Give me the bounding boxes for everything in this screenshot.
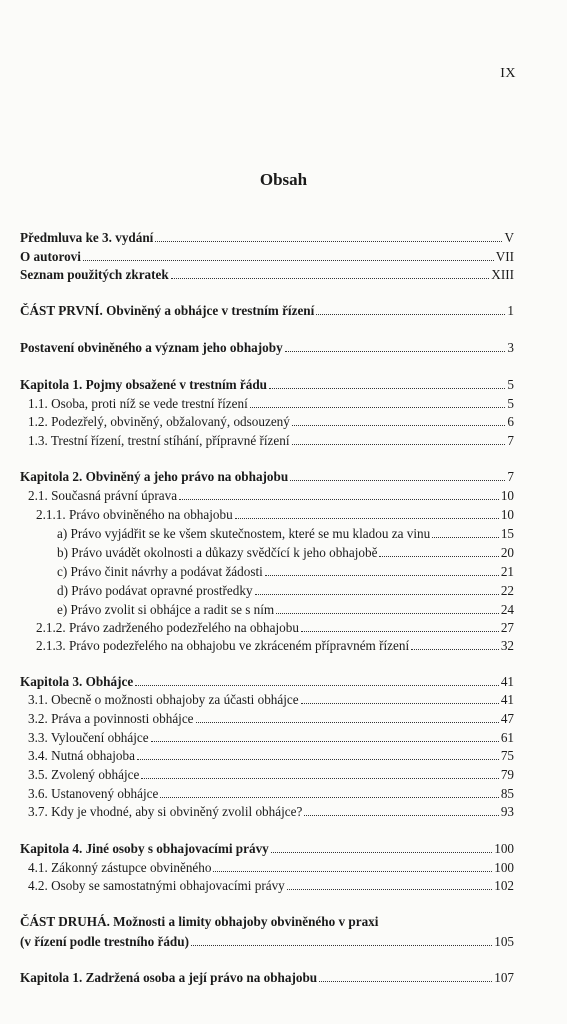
toc-entry <box>28 711 514 727</box>
toc-entry <box>28 860 514 876</box>
toc-entry <box>20 377 514 393</box>
toc-entry-page: 41 <box>500 674 514 689</box>
dot-leader <box>83 260 494 261</box>
toc-entry-title: Kapitola 4. Jiné osoby s obhajovacími právy <box>20 841 269 856</box>
toc-entry-page: 5 <box>507 377 514 392</box>
toc-entry <box>36 620 514 636</box>
toc-entry-page: 75 <box>500 748 514 763</box>
toc-entry-title: e) Právo zvolit si obhájce a radit se s ním <box>57 602 275 617</box>
toc-entry-title: Postavení obviněného a význam jeho obhajoby <box>20 340 283 355</box>
dot-leader <box>160 797 498 798</box>
toc-entry <box>57 545 514 561</box>
dot-leader <box>141 778 498 779</box>
toc-entry-title: 3.5. Zvolený obhájce <box>28 767 140 782</box>
page-title: Obsah <box>259 170 308 189</box>
toc-entry-page: 61 <box>500 730 514 745</box>
toc-entry-page: VII <box>495 249 514 264</box>
dot-leader <box>171 278 490 279</box>
toc-entry <box>28 488 514 504</box>
toc-entry-title: 1.2. Podezřelý, obviněný, obžalovaný, odsouzený <box>28 414 290 429</box>
toc-entry <box>20 914 514 930</box>
toc-entry-title: Předmluva ke 3. vydání <box>20 230 154 245</box>
toc-entry-page: 93 <box>500 804 514 819</box>
toc-entry-page: 7 <box>507 433 514 448</box>
toc-entry-title: 2.1.2. Právo zadrženého podezřelého na obhajobu <box>36 620 299 635</box>
toc-entry <box>36 638 514 654</box>
dot-leader <box>301 703 499 704</box>
toc-entry <box>20 674 514 690</box>
toc-entry-title: b) Právo uvádět okolnosti a důkazy svědčící k jeho obhajobě <box>57 545 378 560</box>
dot-leader <box>250 407 506 408</box>
dot-leader <box>316 314 505 315</box>
toc-entry <box>57 564 514 580</box>
dot-leader <box>292 425 506 426</box>
dot-leader <box>191 945 492 946</box>
dot-leader <box>379 556 498 557</box>
dot-leader <box>235 518 499 519</box>
dot-leader <box>196 722 499 723</box>
toc-entry-page: 32 <box>500 638 514 653</box>
toc-entry <box>28 878 514 894</box>
toc-entry <box>28 396 514 412</box>
toc-entry-title: Kapitola 1. Zadržená osoba a její právo na obhajobu <box>20 970 318 985</box>
toc-entry-title: O autorovi <box>20 249 81 264</box>
toc-entry-title: ČÁST DRUHÁ. Možnosti a limity obhajoby obviněného v praxi <box>20 914 379 929</box>
dot-leader <box>155 241 502 242</box>
toc-entry-title: 2.1. Současná právní úprava <box>28 488 178 503</box>
toc-entry-page: 10 <box>500 488 514 503</box>
toc-entry <box>20 303 514 319</box>
toc-entry-page: 22 <box>500 583 514 598</box>
toc-entry <box>57 526 514 542</box>
toc-entry-title: 1.3. Trestní řízení, trestní stíhání, přípravné řízení <box>28 433 290 448</box>
toc-entry-title: 2.1.1. Právo obviněného na obhajobu <box>36 507 233 522</box>
dot-leader <box>319 981 492 982</box>
toc-entry-title: 3.4. Nutná obhajoba <box>28 748 135 763</box>
toc-entry-title: Kapitola 1. Pojmy obsažené v trestním řádu <box>20 377 268 392</box>
toc-entry-title: 3.6. Ustanovený obhájce <box>28 786 159 801</box>
toc-entry <box>57 583 514 599</box>
toc-entry-page: 85 <box>500 786 514 801</box>
toc-entry <box>28 414 514 430</box>
toc-entry <box>20 340 514 356</box>
toc-entry <box>20 841 514 857</box>
toc-entry-page: 100 <box>494 841 514 856</box>
toc-entry-page: 24 <box>500 602 514 617</box>
toc-entry-title: Kapitola 2. Obviněný a jeho právo na obhajobu <box>20 469 289 484</box>
toc-entry-page: 47 <box>500 711 514 726</box>
toc-entry <box>20 249 514 265</box>
toc-entry-title: d) Právo podávat opravné prostředky <box>57 583 253 598</box>
dot-leader <box>255 594 499 595</box>
toc-entry-page: XIII <box>491 267 514 282</box>
dot-leader <box>301 631 499 632</box>
toc-entry-page: 100 <box>494 860 514 875</box>
dot-leader <box>287 889 492 890</box>
toc-entry-page: 6 <box>507 414 514 429</box>
toc-entry-page: 105 <box>494 934 514 949</box>
toc-entry-page: 7 <box>507 469 514 484</box>
toc-entry-title: a) Právo vyjádřit se ke všem skutečnostem, které se mu kladou za vinu <box>57 526 431 541</box>
dot-leader <box>285 351 506 352</box>
toc-entry-title: 4.1. Zákonný zástupce obviněného <box>28 860 212 875</box>
toc-entry-title: 1.1. Osoba, proti níž se vede trestní řízení <box>28 396 248 411</box>
dot-leader <box>304 815 499 816</box>
toc-entry <box>20 970 514 986</box>
toc-entry <box>28 748 514 764</box>
dot-leader <box>135 685 499 686</box>
page-number: IX <box>500 66 516 81</box>
toc-entry-title: 3.7. Kdy je vhodné, aby si obviněný zvolil obhájce? <box>28 804 303 819</box>
toc-entry <box>28 786 514 802</box>
toc-entry-page: 5 <box>507 396 514 411</box>
toc-entry-page: 107 <box>494 970 514 985</box>
toc-entry-title: ČÁST PRVNÍ. Obviněný a obhájce v trestním řízení <box>20 303 315 318</box>
toc-entry-page: 102 <box>494 878 514 893</box>
toc-entry-page: 15 <box>500 526 514 541</box>
dot-leader <box>179 499 499 500</box>
dot-leader <box>432 537 499 538</box>
toc-entry-title: Seznam použitých zkratek <box>20 267 169 282</box>
toc-entry <box>28 767 514 783</box>
toc-entry-page: 41 <box>500 692 514 707</box>
toc-entry <box>20 934 514 950</box>
dot-leader <box>213 871 492 872</box>
toc-entry <box>57 602 514 618</box>
dot-leader <box>269 388 505 389</box>
toc-entry <box>28 730 514 746</box>
toc-entry-page: 1 <box>507 303 514 318</box>
toc-entry-page: 21 <box>500 564 514 579</box>
dot-leader <box>276 613 499 614</box>
toc-entry <box>20 469 514 485</box>
toc-entry-title: 4.2. Osoby se samostatnými obhajovacími právy <box>28 878 285 893</box>
toc-entry-title: 3.1. Obecně o možnosti obhajoby za účasti obhájce <box>28 692 299 707</box>
toc-entry-page: 27 <box>500 620 514 635</box>
toc-entry-title: 3.3. Vyloučení obhájce <box>28 730 149 745</box>
toc-entry <box>28 804 514 820</box>
dot-leader <box>271 852 492 853</box>
toc-entry-page: 20 <box>500 545 514 560</box>
toc-entry-title: c) Právo činit návrhy a podávat žádosti <box>57 564 263 579</box>
dot-leader <box>292 444 506 445</box>
dot-leader <box>290 480 505 481</box>
dot-leader <box>151 741 499 742</box>
dot-leader <box>137 759 499 760</box>
toc-entry-title: Kapitola 3. Obhájce <box>20 674 134 689</box>
toc-entry-page: 79 <box>500 767 514 782</box>
toc-entry-page: 3 <box>507 340 514 355</box>
toc-entry <box>28 433 514 449</box>
dot-leader <box>411 649 499 650</box>
toc-entry <box>28 692 514 708</box>
dot-leader <box>265 575 499 576</box>
toc-entry-title: 3.2. Práva a povinnosti obhájce <box>28 711 194 726</box>
toc-entry <box>20 267 514 283</box>
toc-entry <box>20 230 514 246</box>
toc-entry-page: 10 <box>500 507 514 522</box>
toc-entry <box>36 507 514 523</box>
toc-entry-title: 2.1.3. Právo podezřelého na obhajobu ve zkráceném přípravném řízení <box>36 638 410 653</box>
toc-entry-page: V <box>504 230 514 245</box>
toc-entry-title: (v řízení podle trestního řádu) <box>20 934 189 949</box>
